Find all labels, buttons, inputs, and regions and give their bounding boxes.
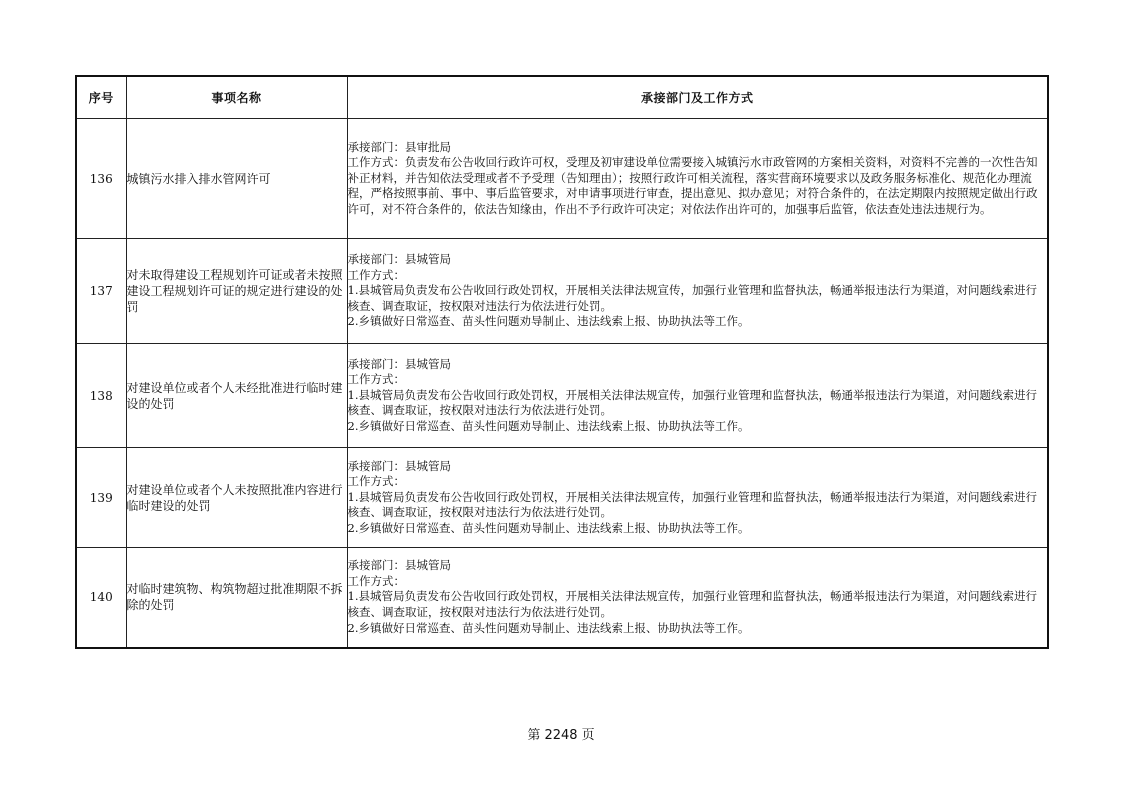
row-department-method bbox=[347, 448, 1048, 548]
row-seq: 139 bbox=[76, 448, 126, 548]
department-line: 承接部门：县审批局 bbox=[347, 139, 451, 154]
department-line: 承接部门：县城管局 bbox=[347, 558, 451, 573]
row-seq: 140 bbox=[76, 548, 126, 648]
method-label-line: 工作方式： bbox=[347, 267, 405, 282]
method-item-1: 1.县城管局负责发布公告收回行政处罚权，开展相关法律法规宣传，加强行业管理和监督执法，畅通举报违法行为渠道，对问题线索进行核查、调查取证，按权限对违法行为依法进行处罚。 bbox=[347, 387, 1037, 418]
row-seq: 137 bbox=[76, 239, 126, 344]
row-item-name: 对未取得建设工程规划许可证或者未按照建设工程规划许可证的规定进行建设的处罚 bbox=[126, 239, 347, 344]
method-label-line: 工作方式： bbox=[347, 573, 405, 588]
method-label-line: 工作方式： bbox=[347, 474, 405, 489]
row-item-name: 对建设单位或者个人未按照批准内容进行临时建设的处罚 bbox=[126, 448, 347, 548]
method-item-1: 1.县城管局负责发布公告收回行政处罚权，开展相关法律法规宣传，加强行业管理和监督执法，畅通举报违法行为渠道，对问题线索进行核查、调查取证，按权限对违法行为依法进行处罚。 bbox=[347, 589, 1037, 620]
row-item-name: 对建设单位或者个人未经批准进行临时建设的处罚 bbox=[126, 344, 347, 448]
department-line: 承接部门：县城管局 bbox=[347, 356, 451, 371]
header-item-name: 事项名称 bbox=[126, 76, 347, 119]
table-row bbox=[76, 239, 1048, 344]
method-item-2: 2.乡镇做好日常巡查、苗头性问题劝导制止、违法线索上报、协助执法等工作。 bbox=[347, 520, 750, 535]
row-seq: 138 bbox=[76, 344, 126, 448]
method-item-2: 2.乡镇做好日常巡查、苗头性问题劝导制止、违法线索上报、协助执法等工作。 bbox=[347, 418, 750, 433]
header-seq: 序号 bbox=[76, 76, 126, 119]
method-item-2: 2.乡镇做好日常巡查、苗头性问题劝导制止、违法线索上报、协助执法等工作。 bbox=[347, 620, 750, 635]
table-row bbox=[76, 448, 1048, 548]
method-item-1: 1.县城管局负责发布公告收回行政处罚权，开展相关法律法规宣传，加强行业管理和监督执法，畅通举报违法行为渠道，对问题线索进行核查、调查取证，按权限对违法行为依法进行处罚。 bbox=[347, 489, 1037, 520]
table-row bbox=[76, 548, 1048, 648]
row-department-method bbox=[347, 548, 1048, 648]
header-department-method: 承接部门及工作方式 bbox=[347, 76, 1048, 119]
row-seq: 136 bbox=[76, 119, 126, 239]
table-row bbox=[76, 119, 1048, 239]
table-row bbox=[76, 344, 1048, 448]
method-item-1: 1.县城管局负责发布公告收回行政处罚权，开展相关法律法规宣传，加强行业管理和监督执法，畅通举报违法行为渠道，对问题线索进行核查、调查取证，按权限对违法行为依法进行处罚。 bbox=[347, 283, 1037, 313]
page-number: 第 2248 页 bbox=[527, 728, 595, 743]
method-label-line: 工作方式： bbox=[347, 372, 405, 387]
method-line: 工作方式：负责发布公告收回行政许可权，受理及初审建设单位需要接入城镇污水市政管网的方案相关资料，对资料不完善的一次性告知补正材料，并告知依法受理或者不予受理（告知理由）；按照行政许可相关流程，落实营商环境要求以及政务服务标准化、规范化办理流程，严格按照事前、事中、事后监管要求，对申请事项进行审查，提出意见、拟办意见；对符合条件的，在法定期限内按照规定做出行政许可，对不符合条件的，依法告知缘由，作出不予行政许可决定；对依法作出许可的，加强事后监管，依法查处违法违规行为。 bbox=[347, 155, 1038, 216]
department-line: 承接部门：县城管局 bbox=[347, 252, 451, 267]
row-item-name: 城镇污水排入排水管网许可 bbox=[126, 119, 347, 239]
department-line: 承接部门：县城管局 bbox=[347, 458, 451, 473]
row-item-name: 对临时建筑物、构筑物超过批准期限不拆除的处罚 bbox=[126, 548, 347, 648]
matters-table bbox=[75, 75, 1049, 649]
method-item-2: 2.乡镇做好日常巡查、苗头性问题劝导制止、违法线索上报、协助执法等工作。 bbox=[347, 314, 750, 329]
table-header-row bbox=[76, 76, 1048, 119]
row-department-method bbox=[347, 239, 1048, 344]
row-department-method bbox=[347, 119, 1048, 239]
row-department-method bbox=[347, 344, 1048, 448]
